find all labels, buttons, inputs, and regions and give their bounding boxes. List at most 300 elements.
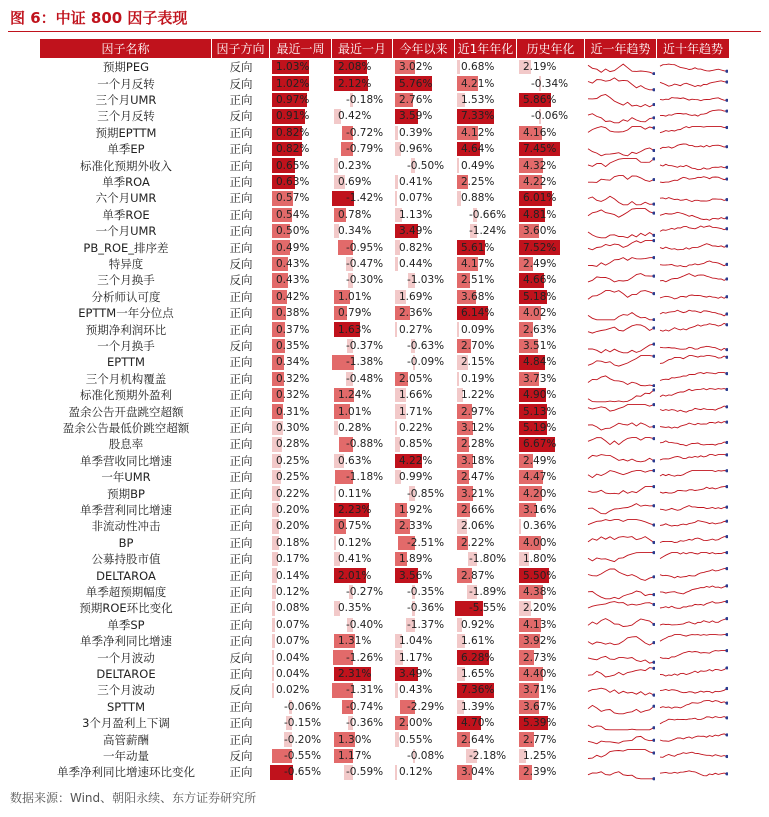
month-return-cell [332,338,391,354]
annualized-1y-cell [455,125,515,141]
sparkline-end-marker [725,441,728,444]
factor-name: 标准化预期外收入 [80,158,172,173]
week-return-value: 0.54% [276,208,310,221]
table-row [40,748,730,764]
sparkline-end-marker [725,216,728,219]
month-return-cell [332,715,391,731]
ytd-return-value: -1.03% [407,274,445,287]
annualized-hist-value: 2.39% [523,766,557,779]
ytd-return-value: 0.99% [399,471,433,484]
annualized-1y-cell [455,338,515,354]
sparkline-end-marker [652,726,655,729]
ytd-return-cell [393,682,453,698]
table-row [40,190,730,206]
annualized-1y-value: 1.61% [461,635,495,648]
sparkline-path [660,372,727,380]
week-return-value: 0.97% [276,93,310,106]
sparkline-path [588,114,654,123]
trend-10y-sparkline [659,699,728,715]
annualized-hist-value: 3.71% [523,684,557,697]
factor-direction: 正向 [229,240,253,255]
annualized-1y-value: 2.87% [461,569,495,582]
annualized-hist-value: 2.73% [523,651,557,664]
table-row [40,584,730,600]
month-return-value: -0.95% [346,241,384,254]
ytd-return-cell [393,75,453,91]
sparkline-end-marker [725,420,728,423]
month-return-cell [332,354,391,370]
trend-10y-sparkline [659,190,728,206]
sparkline-path [660,521,727,526]
week-return-cell [270,321,330,337]
ytd-return-cell [393,649,453,665]
annualized-hist-value: 4.66% [523,274,557,287]
trend-1y-sparkline [587,502,655,518]
trend-1y-sparkline [587,535,655,551]
trend-10y-sparkline [659,600,728,616]
factor-name: DELTAROE [96,666,156,681]
annualized-1y-cell [455,272,515,288]
column-header: 因子方向 [212,39,269,58]
month-return-cell [332,125,391,141]
ytd-return-value: 0.55% [399,733,433,746]
ytd-return-value: 0.07% [399,192,433,205]
sparkline-path [660,668,727,676]
trend-1y-sparkline [587,469,655,485]
factor-direction: 正向 [229,502,253,517]
month-return-value: 2.01% [338,569,372,582]
ytd-return-value: 0.41% [399,175,433,188]
trend-10y-sparkline [659,453,728,469]
sparkline-path [660,310,727,316]
sparkline-path [660,346,727,350]
sparkline-end-marker [652,178,655,181]
annualized-1y-value: 1.39% [461,700,495,713]
sparkline-path [660,64,727,71]
sparkline-end-marker [652,355,655,358]
trend-10y-sparkline [659,305,728,321]
sparkline-end-marker [725,388,728,391]
annualized-hist-value: 5.50% [523,569,557,582]
trend-1y-sparkline [587,125,655,141]
factor-direction: 正向 [229,601,253,616]
ytd-return-value: 2.00% [399,717,433,730]
month-return-bar [334,486,336,500]
factor-direction: 正向 [229,568,253,583]
ytd-return-value: -0.85% [407,487,445,500]
sparkline-path [588,737,654,744]
annualized-hist-value: 7.52% [523,241,557,254]
annualized-1y-value: -0.66% [469,208,507,221]
month-return-cell [332,699,391,715]
table-row [40,535,730,551]
factor-direction: 正向 [229,535,253,550]
factor-direction: 反向 [229,109,253,124]
sparkline-path [588,602,654,608]
month-return-cell [332,682,391,698]
trend-10y-sparkline [659,633,728,649]
sparkline-path [588,208,654,217]
week-return-value: 0.02% [276,684,310,697]
factor-name: 公募持股市值 [91,552,161,567]
table-row [40,715,730,731]
trend-1y-sparkline [587,371,655,387]
annualized-1y-cell [455,764,515,780]
annualized-1y-value: 1.22% [461,389,495,402]
table-row [40,666,730,682]
ytd-return-cell [393,715,453,731]
week-return-value: 1.03% [276,61,310,74]
month-return-value: 0.41% [338,553,372,566]
table-row [40,420,730,436]
annualized-hist-value: 2.63% [523,323,557,336]
trend-1y-sparkline [587,551,655,567]
ytd-return-value: 1.92% [399,503,433,516]
factor-direction: 正向 [229,453,253,468]
week-return-cell [270,338,330,354]
sparkline-end-marker [652,256,655,259]
column-header: 近十年趋势 [657,39,729,58]
sparkline-path [588,344,654,353]
ytd-return-cell [393,59,453,75]
annualized-hist-bar [519,519,521,533]
week-return-value: 0.28% [276,438,310,451]
sparkline-end-marker [652,667,655,670]
trend-1y-sparkline [587,633,655,649]
sparkline-path [588,536,654,542]
ytd-return-value: 2.33% [399,520,433,533]
week-return-bar [272,634,275,648]
ytd-return-value: 3.59% [399,110,433,123]
week-return-bar [272,618,275,632]
month-return-value: -0.27% [346,585,384,598]
week-return-value: 0.32% [276,372,310,385]
month-return-cell [332,518,391,534]
sparkline-end-marker [725,406,728,409]
ytd-return-cell [393,731,453,747]
factor-direction: 正向 [229,519,253,534]
trend-10y-sparkline [659,371,728,387]
sparkline-path [588,569,654,580]
sparkline-path [588,667,654,676]
factor-name: EPTTM一年分位点 [78,306,174,321]
week-return-cell [270,92,330,108]
week-return-value: 0.91% [276,110,310,123]
annualized-1y-cell [455,108,515,124]
annualized-1y-value: 2.64% [461,733,495,746]
week-return-value: 0.12% [276,585,310,598]
trend-10y-sparkline [659,157,728,173]
month-return-value: -0.37% [346,339,384,352]
annualized-hist-value: 6.67% [523,438,557,451]
trend-10y-sparkline [659,535,728,551]
month-return-cell [332,485,391,501]
factor-direction: 正向 [229,142,253,157]
week-return-value: 0.57% [276,192,310,205]
annualized-1y-cell [455,92,515,108]
sparkline-end-marker [652,116,655,119]
trend-10y-sparkline [659,403,728,419]
sparkline-path [588,232,654,238]
trend-10y-sparkline [659,272,728,288]
table-row [40,764,730,780]
trend-1y-sparkline [587,108,655,124]
trend-1y-sparkline [587,207,655,223]
annualized-1y-value: 0.92% [461,618,495,631]
ytd-return-bar [395,732,399,746]
sparkline-path [588,390,654,402]
factor-direction: 反向 [229,273,253,288]
column-header: 最近一周 [270,39,331,58]
month-return-value: 0.42% [338,110,372,123]
ytd-return-value: 1.69% [399,290,433,303]
table-row [40,239,730,255]
annualized-hist-value: 7.45% [523,143,557,156]
sparkline-path [660,536,727,542]
annualized-hist-cell [517,617,583,633]
sparkline-end-marker [725,324,728,327]
annualized-hist-value: 4.84% [523,356,557,369]
month-return-value: 0.23% [338,159,372,172]
annualized-hist-value: 4.13% [523,618,557,631]
annualized-hist-cell [517,92,583,108]
month-return-cell [332,223,391,239]
sparkline-path [660,97,727,100]
month-return-value: -1.38% [346,356,384,369]
month-return-value: 0.75% [338,520,372,533]
annualized-1y-value: 2.25% [461,175,495,188]
ytd-return-value: -0.36% [407,602,445,615]
sparkline-path [588,290,654,299]
week-return-cell [270,190,330,206]
week-return-value: 0.20% [276,503,310,516]
month-return-cell [332,190,391,206]
ytd-return-value: 2.05% [399,372,433,385]
factor-name: 单季EP [107,142,145,157]
week-return-bar [272,683,274,697]
annualized-1y-value: 2.66% [461,503,495,516]
annualized-hist-value: 4.16% [523,126,557,139]
table-row [40,551,730,567]
annualized-1y-cell [455,633,515,649]
table-row [40,289,730,305]
table-row [40,141,730,157]
column-header: 近1年年化 [455,39,516,58]
annualized-1y-value: 3.21% [461,487,495,500]
sparkline-path [660,487,727,494]
sparkline-path [588,471,654,478]
month-return-cell [332,289,391,305]
trend-10y-sparkline [659,223,728,239]
week-return-cell [270,551,330,567]
sparkline-path [660,212,727,220]
factor-direction: 正向 [229,158,253,173]
table-row [40,453,730,469]
sparkline-path [660,505,727,510]
factor-direction: 正向 [229,371,253,386]
annualized-hist-cell [517,272,583,288]
sparkline-path [588,438,654,445]
trend-1y-sparkline [587,453,655,469]
trend-1y-sparkline [587,403,655,419]
ytd-return-cell [393,223,453,239]
sparkline-path [660,81,727,87]
annualized-1y-cell [455,141,515,157]
factor-name: 标准化预期外盈利 [80,388,172,403]
trend-1y-sparkline [587,666,655,682]
annualized-hist-value: 3.73% [523,372,557,385]
trend-10y-sparkline [659,141,728,157]
ytd-return-value: 0.85% [399,438,433,451]
sparkline-end-marker [725,649,728,652]
table-row [40,157,730,173]
annualized-hist-value: 5.19% [523,421,557,434]
month-return-value: 1.63% [338,323,372,336]
annualized-hist-value: 4.22% [523,175,557,188]
annualized-hist-cell [517,59,583,75]
sparkline-path [660,553,727,559]
sparkline-path [660,324,727,332]
sparkline-path [660,689,727,694]
trend-1y-sparkline [587,567,655,583]
ytd-return-cell [393,518,453,534]
sparkline-path [660,244,727,250]
sparkline-end-marker [652,593,655,596]
week-return-cell [270,699,330,715]
week-return-cell [270,371,330,387]
sparkline-end-marker [725,716,728,719]
ytd-return-bar [395,191,397,205]
factor-direction: 正向 [229,420,253,435]
table-row [40,305,730,321]
annualized-1y-value: -1.89% [469,585,507,598]
sparkline-end-marker [652,425,655,428]
trend-10y-sparkline [659,59,728,75]
ytd-return-cell [393,289,453,305]
ytd-return-cell [393,633,453,649]
trend-10y-sparkline [659,125,728,141]
factor-name: 盈余公告开盘跳空超额 [68,404,184,419]
factor-direction: 正向 [229,470,253,485]
ytd-return-bar [395,421,397,435]
sparkline-end-marker [652,469,655,472]
ytd-return-cell [393,305,453,321]
ytd-return-cell [393,403,453,419]
sparkline-path [660,569,727,578]
month-return-cell [332,748,391,764]
annualized-1y-cell [455,321,515,337]
trend-10y-sparkline [659,108,728,124]
column-header: 因子名称 [40,39,211,58]
table-row [40,485,730,501]
ytd-return-bar [395,126,398,140]
annualized-hist-value: 4.38% [523,585,557,598]
month-return-cell [332,633,391,649]
month-return-value: 2.12% [338,77,372,90]
annualized-hist-value: -0.34% [531,77,569,90]
ytd-return-cell [393,502,453,518]
annualized-1y-value: 0.88% [461,192,495,205]
table-row [40,354,730,370]
sparkline-path [660,126,727,132]
month-return-cell [332,59,391,75]
trend-10y-sparkline [659,682,728,698]
annualized-1y-cell [455,715,515,731]
annualized-1y-cell [455,190,515,206]
ytd-return-bar [395,765,397,779]
month-return-value: 0.11% [338,487,372,500]
table-row [40,174,730,190]
annualized-hist-cell [517,748,583,764]
table-row [40,699,730,715]
factor-name: DELTAROA [96,568,156,583]
trend-10y-sparkline [659,174,728,190]
table-row [40,469,730,485]
month-return-value: -0.59% [346,766,384,779]
month-return-value: 1.24% [338,389,372,402]
month-return-value: -1.42% [346,192,384,205]
month-return-cell [332,174,391,190]
sparkline-end-marker [725,584,728,587]
factor-direction: 正向 [229,224,253,239]
sparkline-end-marker [725,600,728,603]
factor-name: 单季营利同比增速 [80,502,172,517]
table-row [40,75,730,91]
month-return-cell [332,141,391,157]
annualized-1y-value: 2.51% [461,274,495,287]
trend-1y-sparkline [587,699,655,715]
month-return-value: 1.01% [338,290,372,303]
sparkline-end-marker [652,576,655,579]
ytd-return-cell [393,321,453,337]
factor-name: 分析师认可度 [91,289,161,304]
sparkline-path [588,657,654,664]
annualized-1y-cell [455,617,515,633]
sparkline-path [588,503,654,513]
annualized-1y-cell [455,239,515,255]
annualized-hist-value: 5.18% [523,290,557,303]
week-return-value: -0.15% [284,717,322,730]
annualized-1y-cell [455,157,515,173]
annualized-hist-value: 4.47% [523,471,557,484]
annualized-1y-cell [455,748,515,764]
trend-10y-sparkline [659,321,728,337]
week-return-cell [270,748,330,764]
month-return-cell [332,92,391,108]
month-return-cell [332,256,391,272]
factor-direction: 反向 [229,338,253,353]
sparkline-path [660,717,727,724]
month-return-value: -0.30% [346,274,384,287]
trend-1y-sparkline [587,715,655,731]
annualized-1y-value: 0.68% [461,61,495,74]
factor-name: 单季ROE [102,207,150,222]
week-return-value: 0.25% [276,471,310,484]
week-return-cell [270,502,330,518]
annualized-1y-value: 6.14% [461,307,495,320]
factor-name: 单季超预期幅度 [85,584,167,599]
ytd-return-cell [393,141,453,157]
trend-1y-sparkline [587,75,655,91]
annualized-1y-cell [455,371,515,387]
ytd-return-value: 1.89% [399,553,433,566]
annualized-hist-cell [517,207,583,223]
month-return-value: -0.40% [346,618,384,631]
trend-1y-sparkline [587,190,655,206]
ytd-return-value: 2.76% [399,93,433,106]
annualized-1y-value: 3.68% [461,290,495,303]
annualized-1y-value: 7.33% [461,110,495,123]
